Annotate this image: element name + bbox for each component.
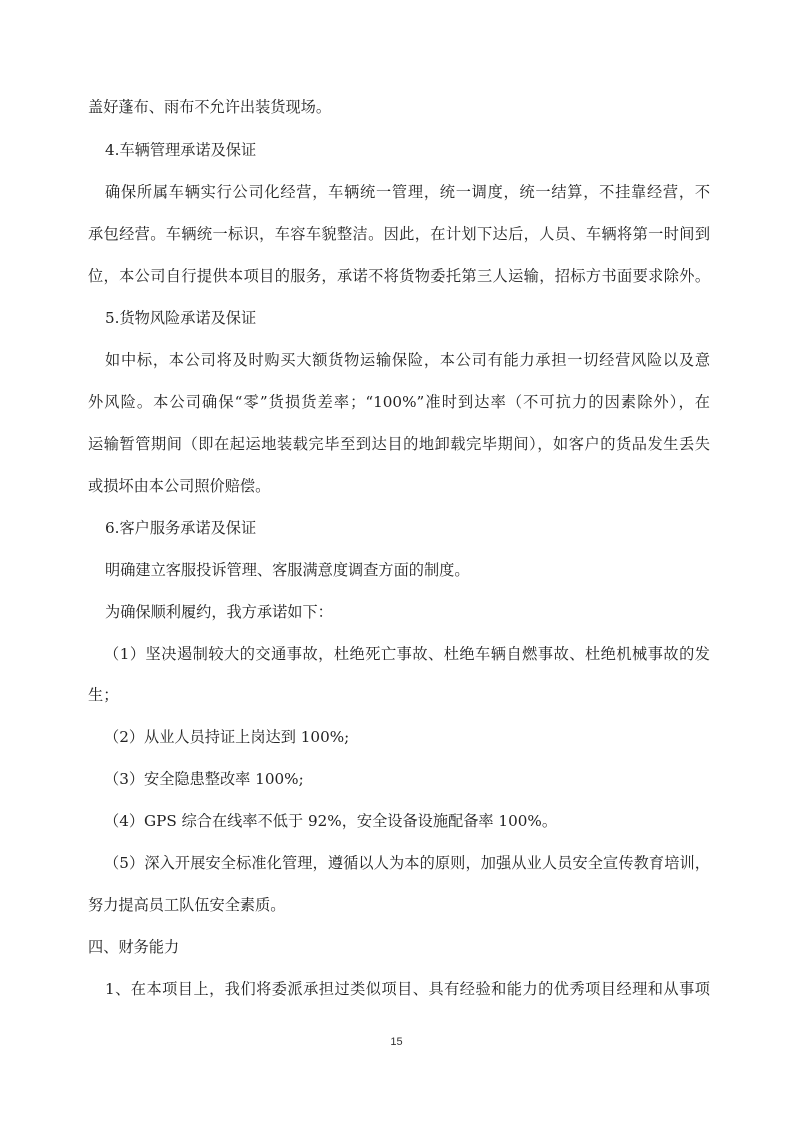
list-item: （1）坚决遏制较大的交通事故，杜绝死亡事故、杜绝车辆自燃事故、杜绝机械事故的发 [104,645,710,663]
text-line: 明确建立客服投诉管理、客服满意度调查方面的制度。 [105,561,470,579]
list-item: （4）GPS 综合在线率不低于 92%，安全设备设施配备率 100%。 [104,812,558,830]
text-line: 或损坏由本公司照价赔偿。 [88,477,271,495]
text-line: 外风险。本公司确保“零”货损货差率；“100%”准时到达率（不可抗力的因素除外），在 [88,393,710,411]
text-line: 确保所属车辆实行公司化经营，车辆统一管理，统一调度，统一结算，不挂靠经营，不 [105,183,710,201]
list-item: （2）从业人员持证上岗达到 100%; [104,728,350,746]
text-line: 努力提高员工队伍安全素质。 [88,896,286,914]
page-number: 15 [390,1036,403,1048]
section-heading-financial-capability: 四、财务能力 [88,938,180,956]
text-line: 如中标，本公司将及时购买大额货物运输保险，本公司有能力承担一切经营风险以及意 [105,351,710,369]
text-line: 生； [88,686,119,704]
subheading-cargo-risk: 5.货物风险承诺及保证 [105,309,257,327]
text-line: 1、在本项目上，我们将委派承担过类似项目、具有经验和能力的优秀项目经理和从事项 [105,980,710,998]
text-line: 位，本公司自行提供本项目的服务，承诺不将货物委托第三人运输，招标方书面要求除外。 [88,267,710,285]
list-item: （5）深入开展安全标准化管理，遵循以人为本的原则，加强从业人员安全宣传教育培训， [104,854,710,872]
text-line: 承包经营。车辆统一标识，车容车貌整洁。因此，在计划下达后，人员、车辆将第一时间到 [88,225,710,243]
text-line: 盖好蓬布、雨布不允许出装货现场。 [88,98,331,116]
subheading-vehicle-management: 4.车辆管理承诺及保证 [105,141,257,159]
text-line: 为确保顺利履约，我方承诺如下： [105,603,333,621]
subheading-customer-service: 6.客户服务承诺及保证 [105,519,257,537]
list-item: （3）安全隐患整改率 100%; [104,770,304,788]
text-line: 运输暂管期间（即在起运地装载完毕至到达目的地卸载完毕期间），如客户的货品发生丢失 [88,435,710,453]
